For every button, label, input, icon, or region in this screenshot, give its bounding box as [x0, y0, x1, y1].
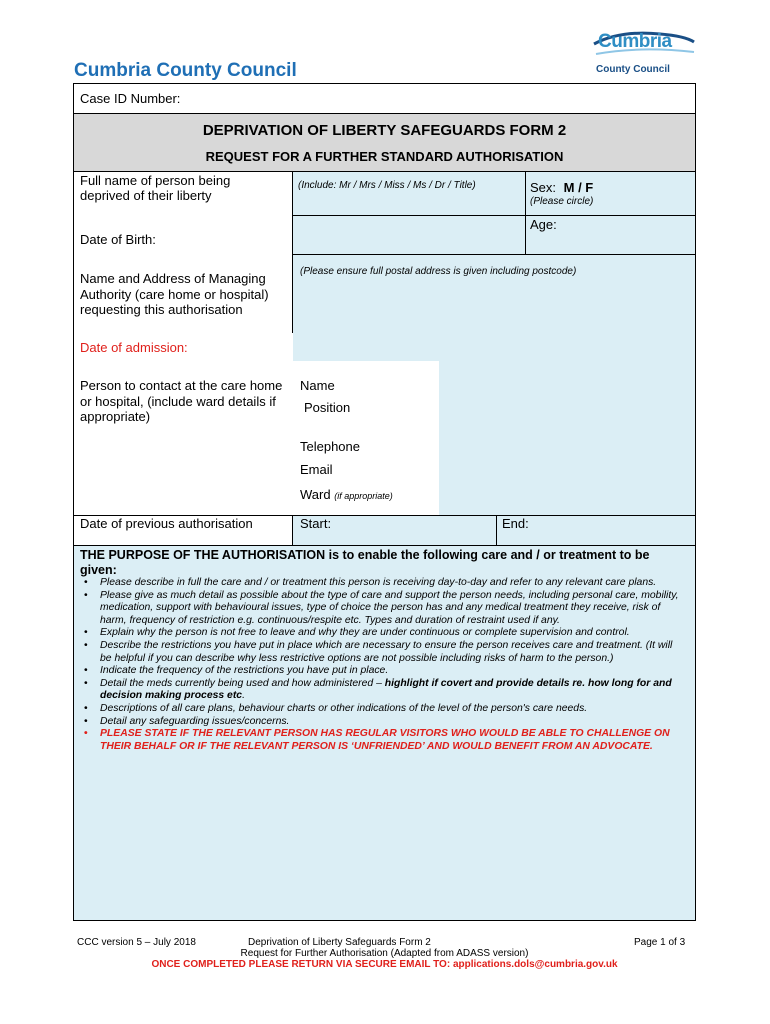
address-hint: (Please ensure full postal address is given including postcode)	[300, 266, 577, 277]
guidance-item-meds	[100, 678, 686, 703]
start-label: Start:	[300, 516, 332, 531]
guidance-item: • Please give as much detail as possible about the type of care and support the person needs, including personal care, mobility, medication, support with behavioural issues, type of choice the person has and any medical treatment they receive, risk of harm, frequency of restriction e.g. continuous/respite etc. Types and duration of restraint used if any.	[100, 590, 686, 628]
contact-details-input[interactable]	[440, 362, 694, 514]
contact-name-label: Name	[300, 378, 335, 393]
footer-doc-name: Deprivation of Liberty Safeguards Form 2	[248, 937, 431, 948]
sex-options[interactable]: M / F	[563, 180, 594, 195]
meds-bold: highlight if covert and provide details re. how long for and decision making process etc	[100, 677, 672, 702]
end-label: End:	[502, 516, 529, 531]
ward-text: Ward	[300, 487, 331, 502]
guidance-item: • Explain why the person is not free to leave and why they are under continuous or complete supervision and control.	[100, 627, 686, 640]
full-name-label: Full name of person being deprived of their liberty	[80, 173, 231, 203]
ward-hint: (if appropriate)	[334, 491, 393, 501]
full-name-input[interactable]	[294, 195, 523, 214]
contact-ward-label	[300, 487, 393, 502]
form-title: DEPRIVATION OF LIBERTY SAFEGUARDS FORM 2	[202, 122, 567, 139]
guidance-item: • Indicate the frequency of the restrictions you have put in place.	[100, 665, 686, 678]
meds-prefix: Detail the meds currently being used and how administered –	[100, 677, 385, 689]
name-hint: (Include: Mr / Mrs / Miss / Ms / Dr / Title)	[298, 180, 476, 191]
purpose-input[interactable]	[76, 822, 692, 918]
end-date-input[interactable]	[536, 517, 694, 543]
managing-authority-label: Name and Address of Managing Authority (care home or hospital) requesting this authorisation	[80, 271, 269, 317]
form-subtitle: REQUEST FOR A FURTHER STANDARD AUTHORISATION	[205, 149, 564, 164]
guidance-item: • Describe the restrictions you have put in place which are necessary to ensure the person receives care and treatment. (It will be helpful if you can describe why less restrictive options are not possible including risks of harm to the person.)	[100, 640, 686, 665]
contact-position-label: Position	[304, 400, 351, 415]
sex-label-text: Sex:	[530, 180, 557, 195]
advocate-notice: • PLEASE STATE IF THE RELEVANT PERSON HAS REGULAR VISITORS WHO WOULD BE ABLE TO CHALLENGE ON THEIR BEHALF OR IF THE RELEVANT PERSON IS ‘UNFRIENDED’ AND WOULD BENEFIT FROM AN ADVOCATE.	[100, 728, 686, 753]
footer-page-number: Page 1 of 3	[634, 937, 686, 948]
age-label: Age:	[530, 217, 557, 232]
footer-version: CCC version 5 – July 2018	[77, 937, 196, 948]
guidance-item: • Descriptions of all care plans, behaviour charts or other indications of the level of the person's care needs.	[100, 703, 686, 716]
contact-telephone-label: Telephone	[300, 439, 360, 454]
sex-hint: (Please circle)	[530, 196, 594, 207]
guidance-list	[80, 577, 686, 753]
purpose-heading: THE PURPOSE OF THE AUTHORISATION is to enable the following care and / or treatment to be given:	[80, 548, 650, 577]
contact-person-label: Person to contact at the care home or hospital, (include ward details if appropriate)	[80, 378, 283, 424]
dob-label: Date of Birth:	[80, 232, 156, 247]
sex-label	[530, 180, 593, 195]
guidance-item: • Detail any safeguarding issues/concerns.	[100, 716, 686, 729]
dob-input[interactable]	[294, 217, 523, 253]
meds-suffix: .	[242, 690, 245, 702]
date-of-admission-label: Date of admission:	[80, 340, 188, 355]
footer-return-notice: ONCE COMPLETED PLEASE RETURN VIA SECURE EMAIL TO: applications.dols@cumbria.gov.uk	[151, 959, 618, 970]
case-id-input[interactable]	[180, 86, 690, 110]
case-id-label: Case ID Number:	[80, 91, 181, 106]
guidance-item: • Please describe in full the care and / or treatment this person is receiving day-to-day and refer to any relevant care plans.	[100, 577, 686, 590]
age-input[interactable]	[560, 217, 692, 251]
logo-word: Cumbria	[598, 31, 672, 52]
council-name: Cumbria County Council	[74, 60, 297, 81]
council-logo	[590, 28, 698, 80]
logo-subtitle: County Council	[596, 64, 670, 75]
contact-email-label: Email	[300, 462, 333, 477]
start-date-input[interactable]	[340, 517, 494, 543]
address-input[interactable]	[294, 282, 694, 360]
footer-doc-subtitle: Request for Further Authorisation (Adapted from ADASS version)	[240, 948, 529, 959]
previous-authorisation-label: Date of previous authorisation	[80, 516, 253, 531]
